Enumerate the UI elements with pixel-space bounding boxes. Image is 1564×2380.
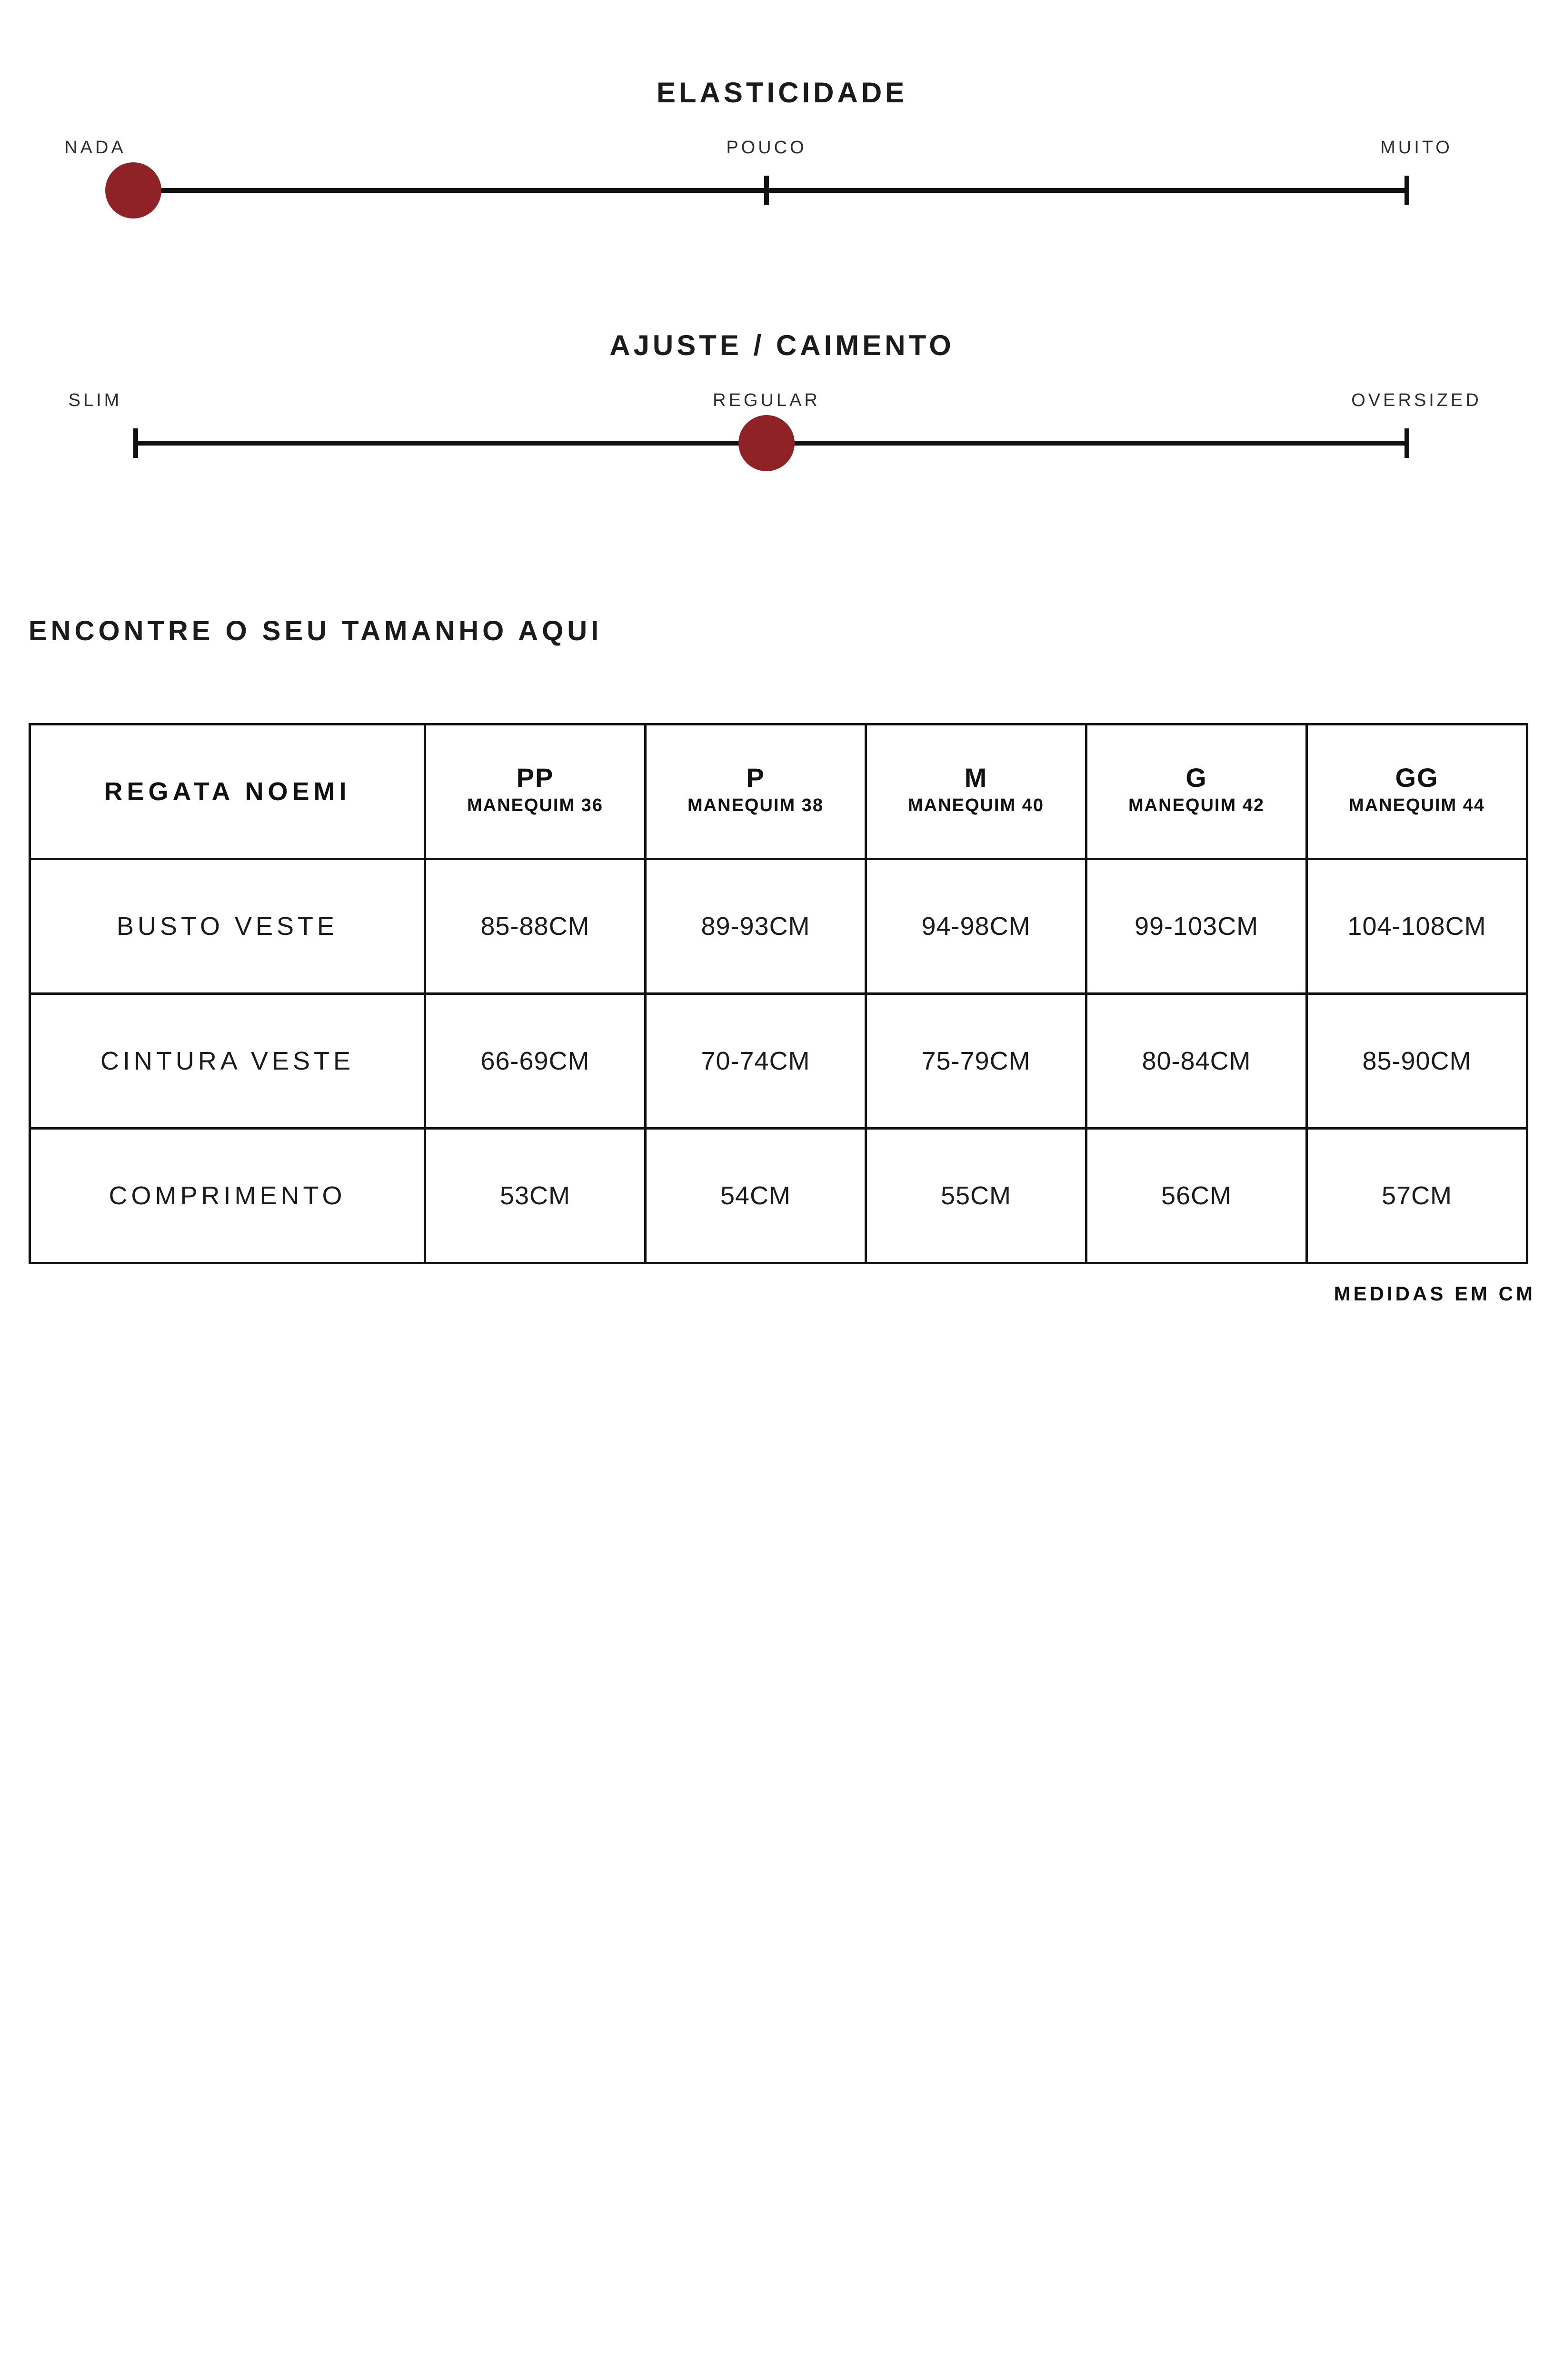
row-label-cintura: CINTURA VESTE [30,994,425,1129]
elasticity-scale [0,76,1564,219]
elasticity-label-right: MUITO [1380,138,1453,158]
fit-label-mid: REGULAR [713,390,820,410]
size-manequim-p: MANEQUIM 38 [687,795,824,815]
size-manequim-m: MANEQUIM 40 [908,795,1044,815]
table-header-row [30,724,1527,859]
cintura-g: 80-84CM [1086,994,1307,1129]
table-header-m [866,724,1086,859]
comprimento-gg: 57CM [1307,1129,1527,1263]
elasticity-line [133,188,1409,193]
find-your-size-heading: ENCONTRE O SEU TAMANHO AQUI [29,615,603,646]
fit-tick-left [133,428,138,458]
fit-track [0,415,1564,472]
table-header-pp [425,724,646,859]
size-letter-pp: PP [516,763,554,793]
elasticity-labels [0,138,1564,162]
size-guide-page [0,76,1564,2380]
cintura-pp: 66-69CM [425,994,646,1129]
fit-tick-right [1405,428,1409,458]
busto-m: 94-98CM [866,859,1086,994]
size-manequim-g: MANEQUIM 42 [1128,795,1265,815]
fit-label-left: SLIM [68,390,122,410]
comprimento-g: 56CM [1086,1129,1307,1263]
busto-pp: 85-88CM [425,859,646,994]
comprimento-pp: 53CM [425,1129,646,1263]
fit-marker [738,415,795,471]
fit-labels [0,390,1564,415]
cintura-gg: 85-90CM [1307,994,1527,1129]
product-name-cell [30,724,425,859]
elasticity-marker [105,162,161,218]
elasticity-label-mid: POUCO [726,138,807,158]
elasticity-track [0,162,1564,219]
size-letter-m: M [964,763,988,793]
cintura-m: 75-79CM [866,994,1086,1129]
elasticity-title: ELASTICIDADE [656,77,908,109]
size-manequim-gg: MANEQUIM 44 [1349,795,1485,815]
size-table-wrap [29,723,1535,1264]
comprimento-m: 55CM [866,1129,1086,1263]
size-manequim-pp: MANEQUIM 36 [467,795,603,815]
table-row [30,1129,1527,1263]
measurements-footnote: MEDIDAS EM CM [1334,1282,1535,1305]
size-letter-gg: GG [1395,763,1439,793]
row-label-comprimento: COMPRIMENTO [30,1129,425,1263]
table-row [30,994,1527,1129]
elasticity-tick-right [1405,176,1409,205]
size-table [29,723,1528,1264]
table-header-p [646,724,866,859]
busto-gg: 104-108CM [1307,859,1527,994]
table-header-gg [1307,724,1527,859]
table-row [30,859,1527,994]
table-header-g [1086,724,1307,859]
busto-g: 99-103CM [1086,859,1307,994]
cintura-p: 70-74CM [646,994,866,1129]
comprimento-p: 54CM [646,1129,866,1263]
size-letter-p: P [746,763,765,793]
product-name-label: REGATA NOEMI [104,777,351,806]
fit-label-right: OVERSIZED [1351,390,1482,410]
elasticity-tick-mid [764,176,769,205]
fit-scale [0,329,1564,472]
busto-p: 89-93CM [646,859,866,994]
fit-title: AJUSTE / CAIMENTO [609,329,955,361]
row-label-busto: BUSTO VESTE [30,859,425,994]
elasticity-label-left: NADA [64,138,126,158]
size-letter-g: G [1185,763,1207,793]
